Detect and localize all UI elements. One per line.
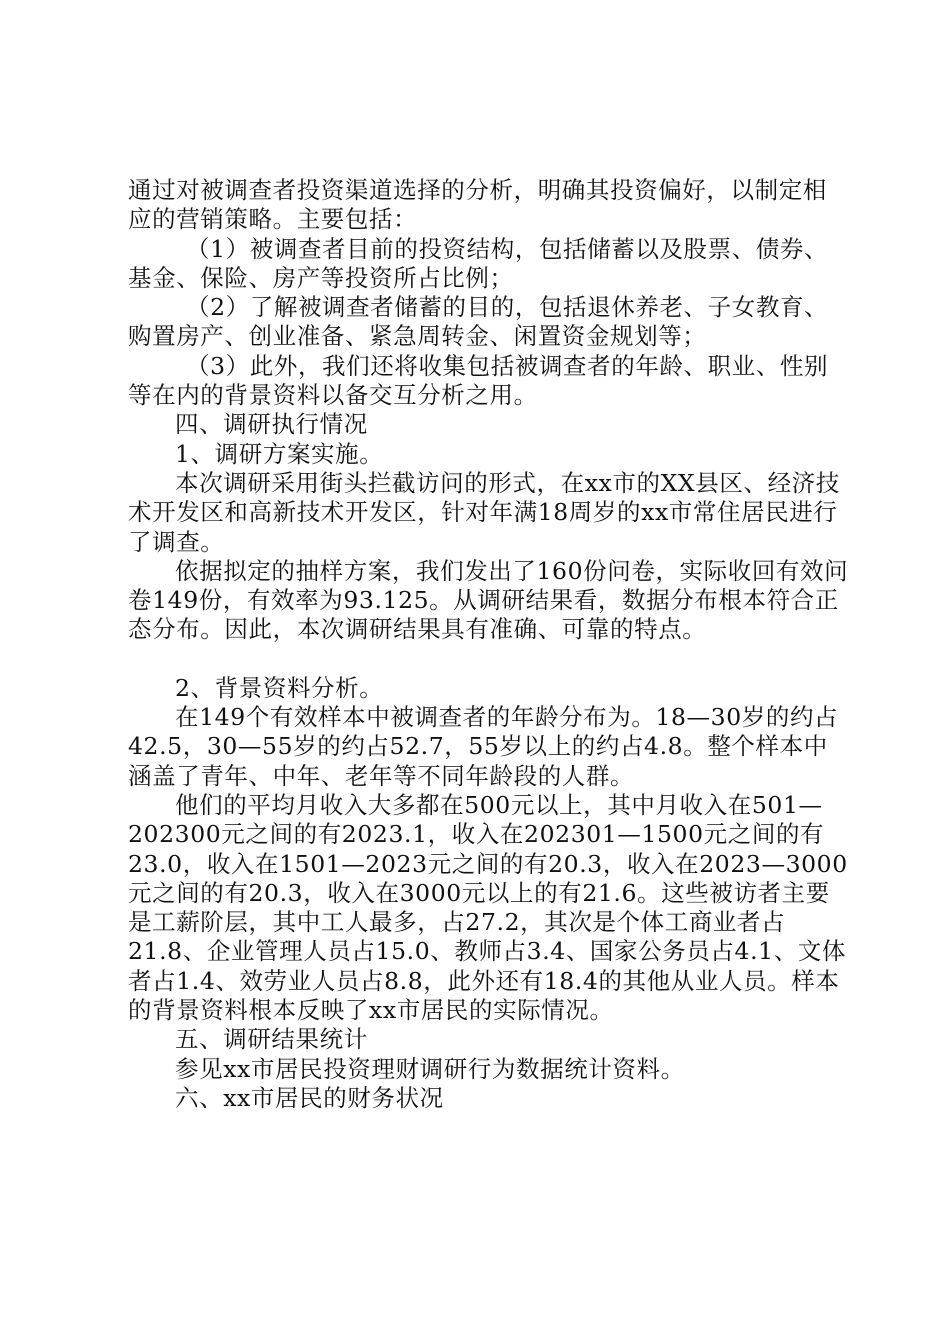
paragraph-sampling: 依据拟定的抽样方案，我们发出了160份问卷，实际收回有效问卷149份，有效率为93.125。从调研结果看，数据分布根本符合正态分布。因此，本次调研结果具有准确、可靠的特点。 [128,556,849,644]
section-heading-4: 四、调研执行情况 [175,410,368,439]
subheading-2: 2、背景资料分析。 [175,673,384,702]
document-page [128,176,850,1113]
section-heading-6: 六、xx市居民的财务状况 [175,1083,444,1112]
paragraph-age: 在149个有效样本中被调查者的年龄分布为。18—30岁的约占42.5，30—55岁的约占52.7，55岁以上的约占4.8。整个样本中涵盖了青年、中年、老年等不同年龄段的人群。 [128,703,839,790]
paragraph-method: 本次调研采用街头拦截访问的形式，在xx市的XX县区、经济技术开发区和高新技术开发区，针对年满18周岁的xx市常住居民进行了调查。 [128,468,840,556]
paragraph-item-1: （1）被调查者目前的投资结构，包括储蓄以及股票、债券、基金、保险、房产等投资所占比例； [128,234,829,292]
paragraph-item-2: （2）了解被调查者储蓄的目的，包括退休养老、子女教育、购置房产、创业准备、紧急周转金、闲置资金规划等； [128,293,829,351]
blank-line [128,645,850,674]
section-heading-5: 五、调研结果统计 [175,1025,368,1054]
subheading-1: 1、调研方案实施。 [175,439,384,468]
paragraph-reference: 参见xx市居民投资理财调研行为数据统计资料。 [175,1054,685,1083]
paragraph-item-3: （3）此外，我们还将收集包括被调查者的年龄、职业、性别等在内的背景资料以备交互分析之用。 [128,351,829,410]
paragraph-intro: 通过对被调查者投资渠道选择的分析，明确其投资偏好，以制定相应的营销策略。主要包括： [128,176,827,234]
paragraph-income: 他们的平均月收入大多都在500元以上，其中月收入在501—202300元之间的有2023.1，收入在202301—1500元之间的有23.0，收入在1501—2023元之间的有20.3，收入在2023—3000元之间的有20.3，收入在3000元以上的有21.6。这些被访者主要是工薪阶层，其中工人最多，占27.2，其次是个体工商业者占21.8、企业管理人员占15.0、教师占3.4、国家公务员占4.1、文体者占1.4、效劳业人员占8.8，此外还有18.4的其他从业人员。样本的背景资料根本反映了xx市居民的实际情况。 [128,790,848,1025]
